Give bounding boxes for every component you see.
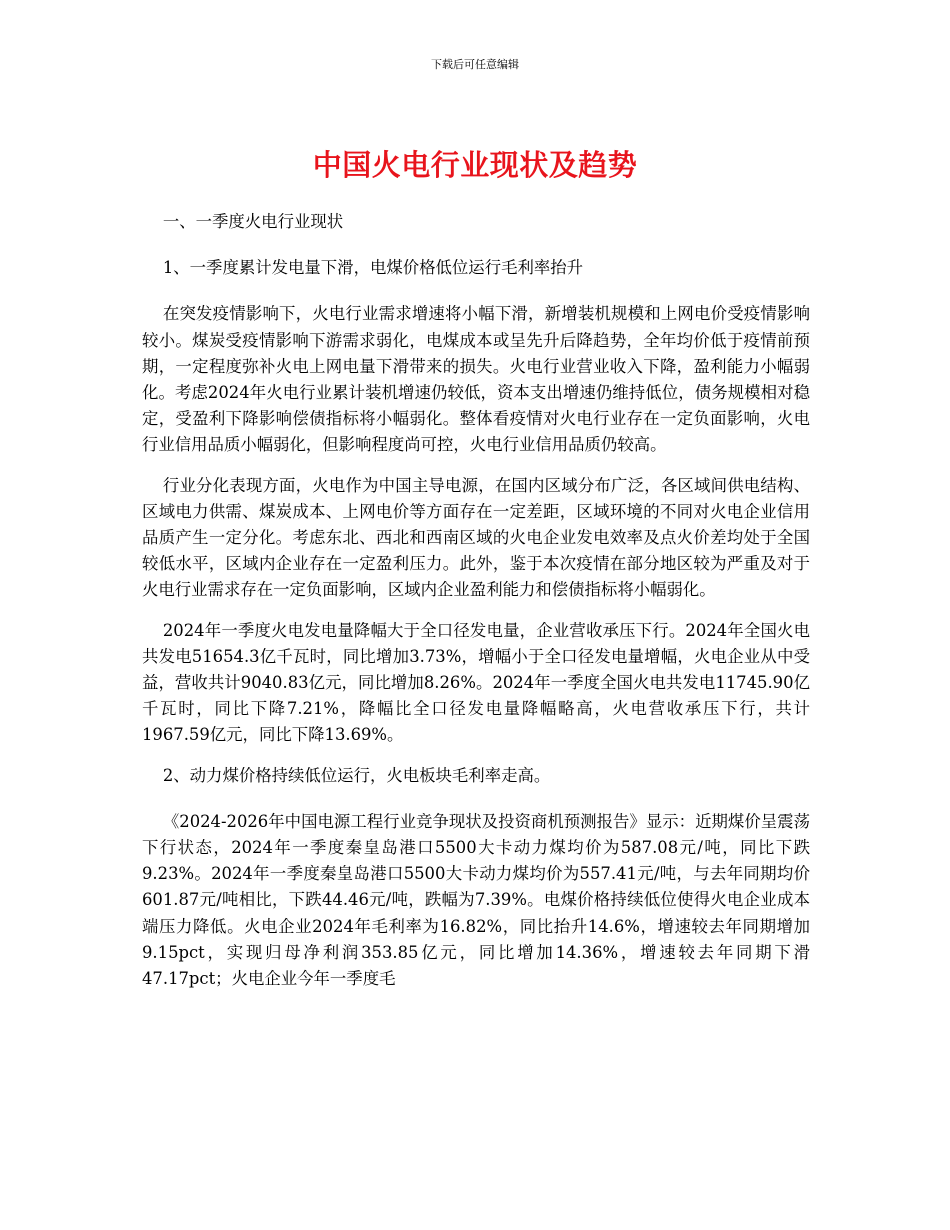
paragraph-2: 行业分化表现方面，火电作为中国主导电源，在国内区域分布广泛，各区域间供电结构、区域电力供需、煤炭成本、上网电价等方面存在一定差距，区域环境的不同对火电企业信用品质产生一定分化。考虑东北、西北和西南区域的火电企业发电效率及点火价差均处于全国较低水平，区域内企业存在一定盈利压力。此外，鉴于本次疫情在部分地区较为严重及对于火电行业需求存在一定负面影响，区域内企业盈利能力和偿债指标将小幅弱化。 [142,475,810,600]
paragraph-1: 在突发疫情影响下，火电行业需求增速将小幅下滑，新增装机规模和上网电价受疫情影响较小。煤炭受疫情影响下游需求弱化，电煤成本或呈先升后降趋势，全年均价低于疫情前预期，一定程度弥补火电上网电量下滑带来的损失。火电行业营业收入下降，盈利能力小幅弱化。考虑2024年火电行业累计装机增速仍较低，资本支出增速仍维持低位，债务规模相对稳定，受盈利下降影响偿债指标将小幅弱化。整体看疫情对火电行业存在一定负面影响，火电行业信用品质小幅弱化，但影响程度尚可控，火电行业信用品质仍较高。 [142,304,810,455]
subsection-heading-1: 1、一季度累计发电量下滑，电煤价格低位运行毛利率抬升 [162,258,584,278]
paragraph-4: 《2024-2026年中国电源工程行业竞争现状及投资商机预测报告》显示：近期煤价呈震荡下行状态，2024年一季度秦皇岛港口5500大卡动力煤均价为587.08元/吨，同比下跌9.23%。2024年一季度秦皇岛港口5500大卡动力煤均价为557.41元/吨，与去年同期均价601.87元/吨相比，下跌44.46元/吨，跌幅为7.39%。电煤价格持续低位使得火电企业成本端压力降低。火电企业2024年毛利率为16.82%，同比抬升14.6%，增速较去年同期增加9.15pct，实现归母净利润353.85亿元，同比增加14.36%，增速较去年同期下滑47.17pct；火电企业今年一季度毛 [142,811,810,989]
subsection-heading-2: 2、动力煤价格持续低位运行，火电板块毛利率走高。 [162,765,551,785]
document-body [142,209,810,992]
section-heading-1: 一、一季度火电行业现状 [162,212,344,231]
paragraph-3: 2024年一季度火电发电量降幅大于全口径发电量，企业营收承压下行。2024年全国火电共发电51654.3亿千瓦时，同比增加3.73%，增幅小于全口径发电量增幅，火电企业从中受益，营收共计9040.83亿元，同比增加8.26%。2024年一季度全国火电共发电11745.90亿千瓦时，同比下降7.21%，降幅比全口径发电量降幅略高，火电营收承压下行，共计1967.59亿元，同比下降13.69%。 [142,620,810,745]
page-header-note: 下载后可任意编辑 [431,58,519,71]
document-title: 中国火电行业现状及趋势 [312,148,638,182]
